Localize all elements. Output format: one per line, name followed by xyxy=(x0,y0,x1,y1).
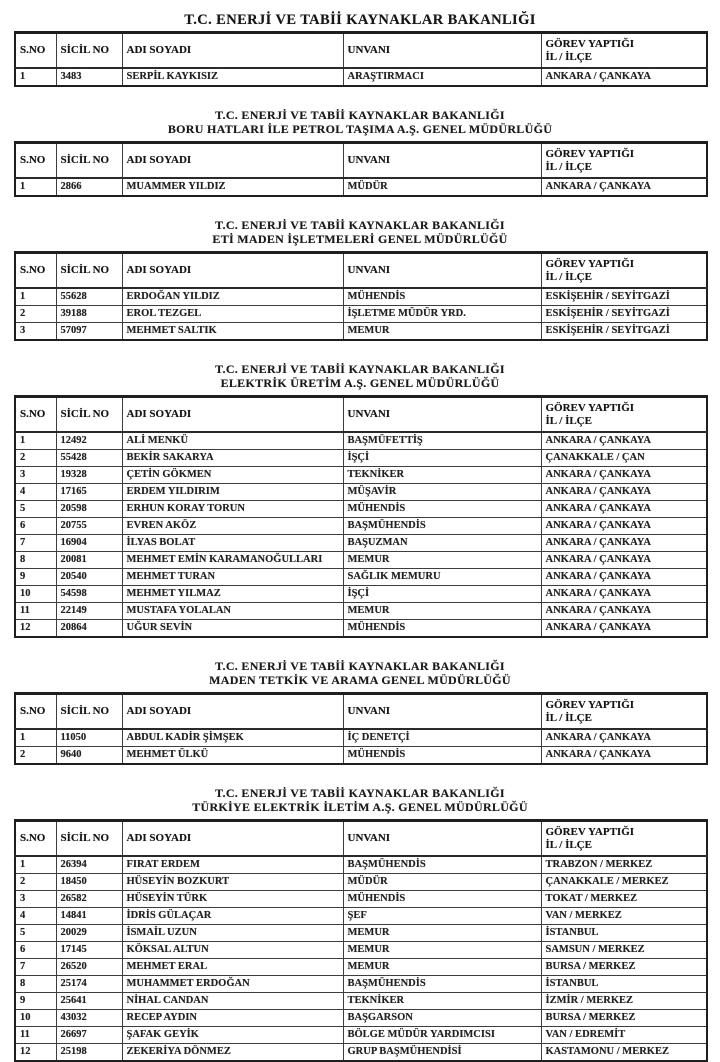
column-header xyxy=(56,694,122,730)
table-row xyxy=(15,1027,707,1044)
column-header xyxy=(56,397,122,433)
column-header-line: SİCİL NO xyxy=(60,44,110,56)
cell-gorev-yeri: ANKARA / ÇANKAYA xyxy=(541,68,707,86)
cell-unvani: İŞÇİ xyxy=(343,450,541,467)
column-header-line: ADI SOYADI xyxy=(126,705,192,717)
table-row xyxy=(15,501,707,518)
cell-sno: 1 xyxy=(15,856,56,874)
cell-gorev-yeri: ANKARA / ÇANKAYA xyxy=(541,620,707,638)
column-header-line: SİCİL NO xyxy=(60,264,110,276)
table-row xyxy=(15,450,707,467)
column-header-line: ADI SOYADI xyxy=(126,832,192,844)
cell-adi-soyadi: MUAMMER YILDIZ xyxy=(122,178,343,196)
cell-gorev-yeri: BURSA / MERKEZ xyxy=(541,959,707,976)
cell-unvani: ARAŞTIRMACI xyxy=(343,68,541,86)
cell-sicil-no: 55628 xyxy=(56,288,122,306)
cell-gorev-yeri: SAMSUN / MERKEZ xyxy=(541,942,707,959)
column-header xyxy=(122,33,343,69)
table-row xyxy=(15,518,707,535)
cell-sicil-no: 22149 xyxy=(56,603,122,620)
section-title-line: ELEKTRİK ÜRETİM A.Ş. GENEL MÜDÜRLÜĞÜ xyxy=(220,376,500,390)
column-header xyxy=(15,253,56,289)
cell-sno: 10 xyxy=(15,586,56,603)
column-header-line: İL / İLÇE xyxy=(545,50,592,63)
table-row xyxy=(15,306,707,323)
cell-gorev-yeri: İSTANBUL xyxy=(541,925,707,942)
cell-unvani: İŞLETME MÜDÜR YRD. xyxy=(343,306,541,323)
column-header xyxy=(15,694,56,730)
cell-adi-soyadi: İSMAİL UZUN xyxy=(122,925,343,942)
table-header-row xyxy=(15,694,707,730)
page-title: T.C. ENERJİ VE TABİİ KAYNAKLAR BAKANLIĞI xyxy=(184,12,536,28)
cell-sno: 5 xyxy=(15,925,56,942)
cell-unvani: ŞEF xyxy=(343,908,541,925)
personnel-table xyxy=(14,819,708,1062)
column-header-line: GÖREV YAPTIĞI xyxy=(545,698,635,711)
column-header-line: S.NO xyxy=(20,408,46,420)
cell-sicil-no: 20081 xyxy=(56,552,122,569)
column-header xyxy=(541,33,707,69)
column-header-line: GÖREV YAPTIĞI xyxy=(545,257,635,270)
section-title-line: T.C. ENERJİ VE TABİİ KAYNAKLAR BAKANLIĞI xyxy=(215,786,505,800)
cell-adi-soyadi: SERPİL KAYKISIZ xyxy=(122,68,343,86)
cell-gorev-yeri: ANKARA / ÇANKAYA xyxy=(541,501,707,518)
cell-gorev-yeri: ESKİŞEHİR / SEYİTGAZİ xyxy=(541,288,707,306)
column-header-line: SİCİL NO xyxy=(60,408,110,420)
column-header-line: S.NO xyxy=(20,154,46,166)
cell-unvani: MEMUR xyxy=(343,603,541,620)
column-header xyxy=(541,694,707,730)
column-header xyxy=(15,821,56,857)
cell-adi-soyadi: EROL TEZGEL xyxy=(122,306,343,323)
cell-sicil-no: 57097 xyxy=(56,323,122,341)
cell-sno: 8 xyxy=(15,976,56,993)
cell-sicil-no: 19328 xyxy=(56,467,122,484)
cell-sno: 9 xyxy=(15,569,56,586)
section-title-line: T.C. ENERJİ VE TABİİ KAYNAKLAR BAKANLIĞI xyxy=(215,362,505,376)
cell-adi-soyadi: MEHMET ÜLKÜ xyxy=(122,747,343,765)
cell-sno: 4 xyxy=(15,484,56,501)
cell-unvani: MEMUR xyxy=(343,942,541,959)
personnel-table xyxy=(14,141,708,197)
cell-sno: 11 xyxy=(15,603,56,620)
table-row xyxy=(15,874,707,891)
column-header xyxy=(56,33,122,69)
cell-sno: 3 xyxy=(15,891,56,908)
cell-adi-soyadi: UĞUR SEVİN xyxy=(122,620,343,638)
cell-unvani: MÜHENDİS xyxy=(343,620,541,638)
section-title xyxy=(14,218,706,246)
table-row xyxy=(15,535,707,552)
cell-unvani: TEKNİKER xyxy=(343,467,541,484)
section-title-line: T.C. ENERJİ VE TABİİ KAYNAKLAR BAKANLIĞI xyxy=(215,218,505,232)
cell-sno: 2 xyxy=(15,306,56,323)
cell-adi-soyadi: MUSTAFA YOLALAN xyxy=(122,603,343,620)
cell-gorev-yeri: ANKARA / ÇANKAYA xyxy=(541,178,707,196)
cell-sno: 3 xyxy=(15,467,56,484)
cell-adi-soyadi: ÇETİN GÖKMEN xyxy=(122,467,343,484)
cell-sno: 5 xyxy=(15,501,56,518)
personnel-section xyxy=(14,218,706,341)
table-body xyxy=(15,68,707,86)
table-row xyxy=(15,552,707,569)
cell-gorev-yeri: ANKARA / ÇANKAYA xyxy=(541,603,707,620)
sections-container xyxy=(14,31,706,1062)
cell-sicil-no: 17145 xyxy=(56,942,122,959)
cell-sicil-no: 14841 xyxy=(56,908,122,925)
cell-sno: 1 xyxy=(15,178,56,196)
column-header-line: ADI SOYADI xyxy=(126,408,192,420)
table-row xyxy=(15,856,707,874)
column-header xyxy=(343,821,541,857)
cell-gorev-yeri: ANKARA / ÇANKAYA xyxy=(541,467,707,484)
cell-adi-soyadi: HÜSEYİN BOZKURT xyxy=(122,874,343,891)
cell-gorev-yeri: İSTANBUL xyxy=(541,976,707,993)
table-row xyxy=(15,432,707,450)
cell-unvani: MÜHENDİS xyxy=(343,501,541,518)
cell-adi-soyadi: ALİ MENKÜ xyxy=(122,432,343,450)
cell-gorev-yeri: KASTAMONU / MERKEZ xyxy=(541,1044,707,1062)
table-row xyxy=(15,729,707,747)
table-header-row xyxy=(15,821,707,857)
personnel-section xyxy=(14,31,706,87)
table-row xyxy=(15,484,707,501)
cell-sno: 12 xyxy=(15,1044,56,1062)
cell-sicil-no: 20864 xyxy=(56,620,122,638)
table-body xyxy=(15,729,707,764)
section-title-line: ETİ MADEN İŞLETMELERİ GENEL MÜDÜRLÜĞÜ xyxy=(212,232,508,246)
cell-sno: 1 xyxy=(15,432,56,450)
cell-gorev-yeri: TRABZON / MERKEZ xyxy=(541,856,707,874)
cell-unvani: MÜHENDİS xyxy=(343,747,541,765)
column-header xyxy=(15,143,56,179)
cell-sno: 7 xyxy=(15,959,56,976)
section-title xyxy=(14,108,706,136)
cell-adi-soyadi: ABDUL KADİR ŞİMŞEK xyxy=(122,729,343,747)
table-row xyxy=(15,908,707,925)
cell-sicil-no: 25198 xyxy=(56,1044,122,1062)
column-header-line: SİCİL NO xyxy=(60,705,110,717)
column-header-line: GÖREV YAPTIĞI xyxy=(545,37,635,50)
column-header-line: S.NO xyxy=(20,44,46,56)
cell-adi-soyadi: ŞAFAK GEYİK xyxy=(122,1027,343,1044)
cell-unvani: BAŞMÜFETTİŞ xyxy=(343,432,541,450)
cell-adi-soyadi: ERHUN KORAY TORUN xyxy=(122,501,343,518)
cell-sicil-no: 20029 xyxy=(56,925,122,942)
personnel-section xyxy=(14,108,706,197)
column-header xyxy=(122,397,343,433)
cell-adi-soyadi: MEHMET TURAN xyxy=(122,569,343,586)
cell-unvani: MEMUR xyxy=(343,552,541,569)
column-header-line: GÖREV YAPTIĞI xyxy=(545,825,635,838)
table-row xyxy=(15,925,707,942)
cell-unvani: İÇ DENETÇİ xyxy=(343,729,541,747)
cell-adi-soyadi: İDRİS GÜLAÇAR xyxy=(122,908,343,925)
cell-gorev-yeri: TOKAT / MERKEZ xyxy=(541,891,707,908)
cell-adi-soyadi: BEKİR SAKARYA xyxy=(122,450,343,467)
column-header xyxy=(15,33,56,69)
cell-gorev-yeri: ESKİŞEHİR / SEYİTGAZİ xyxy=(541,306,707,323)
column-header xyxy=(541,143,707,179)
cell-unvani: GRUP BAŞMÜHENDİSİ xyxy=(343,1044,541,1062)
table-row xyxy=(15,603,707,620)
cell-sicil-no: 16904 xyxy=(56,535,122,552)
cell-sicil-no: 54598 xyxy=(56,586,122,603)
column-header xyxy=(56,143,122,179)
cell-unvani: BAŞUZMAN xyxy=(343,535,541,552)
cell-sicil-no: 26582 xyxy=(56,891,122,908)
section-title xyxy=(14,659,706,687)
cell-sicil-no: 11050 xyxy=(56,729,122,747)
section-title-line: BORU HATLARI İLE PETROL TAŞIMA A.Ş. GENEL MÜDÜRLÜĞÜ xyxy=(167,122,553,136)
cell-sno: 11 xyxy=(15,1027,56,1044)
cell-sno: 6 xyxy=(15,942,56,959)
cell-adi-soyadi: RECEP AYDIN xyxy=(122,1010,343,1027)
column-header-line: GÖREV YAPTIĞI xyxy=(545,401,635,414)
cell-unvani: BÖLGE MÜDÜR YARDIMCISI xyxy=(343,1027,541,1044)
cell-unvani: BAŞMÜHENDİS xyxy=(343,856,541,874)
personnel-section xyxy=(14,362,706,638)
cell-sicil-no: 17165 xyxy=(56,484,122,501)
table-row xyxy=(15,959,707,976)
table-row xyxy=(15,288,707,306)
section-title-line: TÜRKİYE ELEKTRİK İLETİM A.Ş. GENEL MÜDÜRLÜĞÜ xyxy=(192,800,528,814)
column-header-line: UNVANI xyxy=(347,44,391,56)
cell-sicil-no: 18450 xyxy=(56,874,122,891)
table-body xyxy=(15,856,707,1061)
column-header xyxy=(343,253,541,289)
column-header-line: İL / İLÇE xyxy=(545,160,592,173)
table-header-row xyxy=(15,253,707,289)
cell-adi-soyadi: İLYAS BOLAT xyxy=(122,535,343,552)
cell-sicil-no: 26394 xyxy=(56,856,122,874)
column-header xyxy=(15,397,56,433)
cell-sicil-no: 55428 xyxy=(56,450,122,467)
cell-sicil-no: 12492 xyxy=(56,432,122,450)
cell-unvani: BAŞMÜHENDİS xyxy=(343,518,541,535)
column-header-line: UNVANI xyxy=(347,264,391,276)
cell-gorev-yeri: ANKARA / ÇANKAYA xyxy=(541,747,707,765)
table-row xyxy=(15,891,707,908)
table-row xyxy=(15,586,707,603)
cell-gorev-yeri: VAN / EDREMİT xyxy=(541,1027,707,1044)
cell-sicil-no: 2866 xyxy=(56,178,122,196)
table-row xyxy=(15,68,707,86)
column-header xyxy=(56,253,122,289)
column-header-line: UNVANI xyxy=(347,832,391,844)
column-header-line: ADI SOYADI xyxy=(126,44,192,56)
table-header-row xyxy=(15,397,707,433)
cell-sicil-no: 26697 xyxy=(56,1027,122,1044)
cell-gorev-yeri: ANKARA / ÇANKAYA xyxy=(541,518,707,535)
personnel-section xyxy=(14,659,706,765)
cell-adi-soyadi: NİHAL CANDAN xyxy=(122,993,343,1010)
cell-sicil-no: 20540 xyxy=(56,569,122,586)
cell-sno: 3 xyxy=(15,323,56,341)
column-header-line: SİCİL NO xyxy=(60,154,110,166)
column-header xyxy=(122,253,343,289)
column-header-line: İL / İLÇE xyxy=(545,270,592,283)
cell-unvani: BAŞGARSON xyxy=(343,1010,541,1027)
column-header-line: UNVANI xyxy=(347,154,391,166)
column-header xyxy=(343,694,541,730)
personnel-table xyxy=(14,251,708,341)
cell-gorev-yeri: BURSA / MERKEZ xyxy=(541,1010,707,1027)
cell-adi-soyadi: FIRAT ERDEM xyxy=(122,856,343,874)
cell-unvani: MEMUR xyxy=(343,959,541,976)
personnel-table xyxy=(14,395,708,638)
cell-unvani: TEKNİKER xyxy=(343,993,541,1010)
cell-sno: 9 xyxy=(15,993,56,1010)
cell-adi-soyadi: MEHMET ERAL xyxy=(122,959,343,976)
cell-unvani: MEMUR xyxy=(343,323,541,341)
cell-gorev-yeri: ANKARA / ÇANKAYA xyxy=(541,535,707,552)
cell-gorev-yeri: ÇANAKKALE / MERKEZ xyxy=(541,874,707,891)
cell-gorev-yeri: İZMİR / MERKEZ xyxy=(541,993,707,1010)
column-header xyxy=(541,253,707,289)
cell-unvani: MÜHENDİS xyxy=(343,891,541,908)
table-row xyxy=(15,1010,707,1027)
section-title xyxy=(14,786,706,814)
cell-sicil-no: 20755 xyxy=(56,518,122,535)
column-header-line: ADI SOYADI xyxy=(126,264,192,276)
cell-adi-soyadi: ERDEM YILDIRIM xyxy=(122,484,343,501)
column-header xyxy=(122,694,343,730)
cell-gorev-yeri: ESKİŞEHİR / SEYİTGAZİ xyxy=(541,323,707,341)
cell-sicil-no: 43032 xyxy=(56,1010,122,1027)
column-header xyxy=(541,821,707,857)
column-header xyxy=(343,143,541,179)
cell-gorev-yeri: ANKARA / ÇANKAYA xyxy=(541,569,707,586)
column-header xyxy=(56,821,122,857)
cell-gorev-yeri: ANKARA / ÇANKAYA xyxy=(541,729,707,747)
cell-gorev-yeri: ÇANAKKALE / ÇAN xyxy=(541,450,707,467)
column-header-line: UNVANI xyxy=(347,705,391,717)
cell-sno: 1 xyxy=(15,729,56,747)
table-row xyxy=(15,620,707,638)
cell-adi-soyadi: HÜSEYİN TÜRK xyxy=(122,891,343,908)
cell-gorev-yeri: ANKARA / ÇANKAYA xyxy=(541,586,707,603)
table-row xyxy=(15,942,707,959)
column-header-line: SİCİL NO xyxy=(60,832,110,844)
cell-adi-soyadi: MEHMET YILMAZ xyxy=(122,586,343,603)
cell-unvani: MÜDÜR xyxy=(343,874,541,891)
section-title-line: T.C. ENERJİ VE TABİİ KAYNAKLAR BAKANLIĞI xyxy=(215,659,505,673)
cell-adi-soyadi: MEHMET SALTIK xyxy=(122,323,343,341)
cell-unvani: MÜDÜR xyxy=(343,178,541,196)
column-header-line: S.NO xyxy=(20,705,46,717)
cell-adi-soyadi: EVREN AKÖZ xyxy=(122,518,343,535)
section-title-line: MADEN TETKİK VE ARAMA GENEL MÜDÜRLÜĞÜ xyxy=(209,673,511,687)
cell-sno: 10 xyxy=(15,1010,56,1027)
cell-gorev-yeri: ANKARA / ÇANKAYA xyxy=(541,432,707,450)
cell-sno: 4 xyxy=(15,908,56,925)
table-body xyxy=(15,178,707,196)
cell-sno: 2 xyxy=(15,747,56,765)
cell-sno: 1 xyxy=(15,288,56,306)
cell-sicil-no: 26520 xyxy=(56,959,122,976)
cell-unvani: MÜŞAVİR xyxy=(343,484,541,501)
column-header-line: İL / İLÇE xyxy=(545,838,592,851)
cell-sno: 6 xyxy=(15,518,56,535)
column-header xyxy=(122,821,343,857)
personnel-table xyxy=(14,31,708,87)
personnel-table xyxy=(14,692,708,765)
cell-adi-soyadi: ZEKERİYA DÖNMEZ xyxy=(122,1044,343,1062)
cell-adi-soyadi: MUHAMMET ERDOĞAN xyxy=(122,976,343,993)
cell-unvani: BAŞMÜHENDİS xyxy=(343,976,541,993)
table-body xyxy=(15,432,707,637)
cell-sno: 2 xyxy=(15,450,56,467)
column-header-line: İL / İLÇE xyxy=(545,711,592,724)
cell-adi-soyadi: KÖKSAL ALTUN xyxy=(122,942,343,959)
table-row xyxy=(15,178,707,196)
cell-sicil-no: 3483 xyxy=(56,68,122,86)
cell-unvani: MÜHENDİS xyxy=(343,288,541,306)
cell-gorev-yeri: ANKARA / ÇANKAYA xyxy=(541,552,707,569)
cell-sno: 2 xyxy=(15,874,56,891)
cell-sicil-no: 25174 xyxy=(56,976,122,993)
column-header-line: S.NO xyxy=(20,832,46,844)
cell-sno: 7 xyxy=(15,535,56,552)
cell-unvani: SAĞLIK MEMURU xyxy=(343,569,541,586)
column-header-line: UNVANI xyxy=(347,408,391,420)
column-header xyxy=(343,33,541,69)
cell-sicil-no: 9640 xyxy=(56,747,122,765)
cell-sno: 8 xyxy=(15,552,56,569)
table-row xyxy=(15,1044,707,1062)
table-row xyxy=(15,747,707,765)
cell-sicil-no: 25641 xyxy=(56,993,122,1010)
cell-sicil-no: 20598 xyxy=(56,501,122,518)
column-header xyxy=(122,143,343,179)
cell-unvani: MEMUR xyxy=(343,925,541,942)
table-body xyxy=(15,288,707,340)
table-row xyxy=(15,993,707,1010)
cell-sno: 12 xyxy=(15,620,56,638)
cell-adi-soyadi: ERDOĞAN YILDIZ xyxy=(122,288,343,306)
column-header-line: İL / İLÇE xyxy=(545,414,592,427)
table-row xyxy=(15,569,707,586)
cell-sno: 1 xyxy=(15,68,56,86)
cell-unvani: İŞÇİ xyxy=(343,586,541,603)
table-header-row xyxy=(15,143,707,179)
cell-gorev-yeri: VAN / MERKEZ xyxy=(541,908,707,925)
column-header-line: ADI SOYADI xyxy=(126,154,192,166)
table-row xyxy=(15,467,707,484)
column-header xyxy=(541,397,707,433)
cell-gorev-yeri: ANKARA / ÇANKAYA xyxy=(541,484,707,501)
section-title-line: T.C. ENERJİ VE TABİİ KAYNAKLAR BAKANLIĞI xyxy=(215,108,505,122)
cell-sicil-no: 39188 xyxy=(56,306,122,323)
table-row xyxy=(15,323,707,341)
personnel-section xyxy=(14,786,706,1062)
cell-adi-soyadi: MEHMET EMİN KARAMANOĞULLARI xyxy=(122,552,343,569)
column-header-line: S.NO xyxy=(20,264,46,276)
section-title xyxy=(14,362,706,390)
column-header-line: GÖREV YAPTIĞI xyxy=(545,147,635,160)
table-header-row xyxy=(15,33,707,69)
column-header xyxy=(343,397,541,433)
table-row xyxy=(15,976,707,993)
